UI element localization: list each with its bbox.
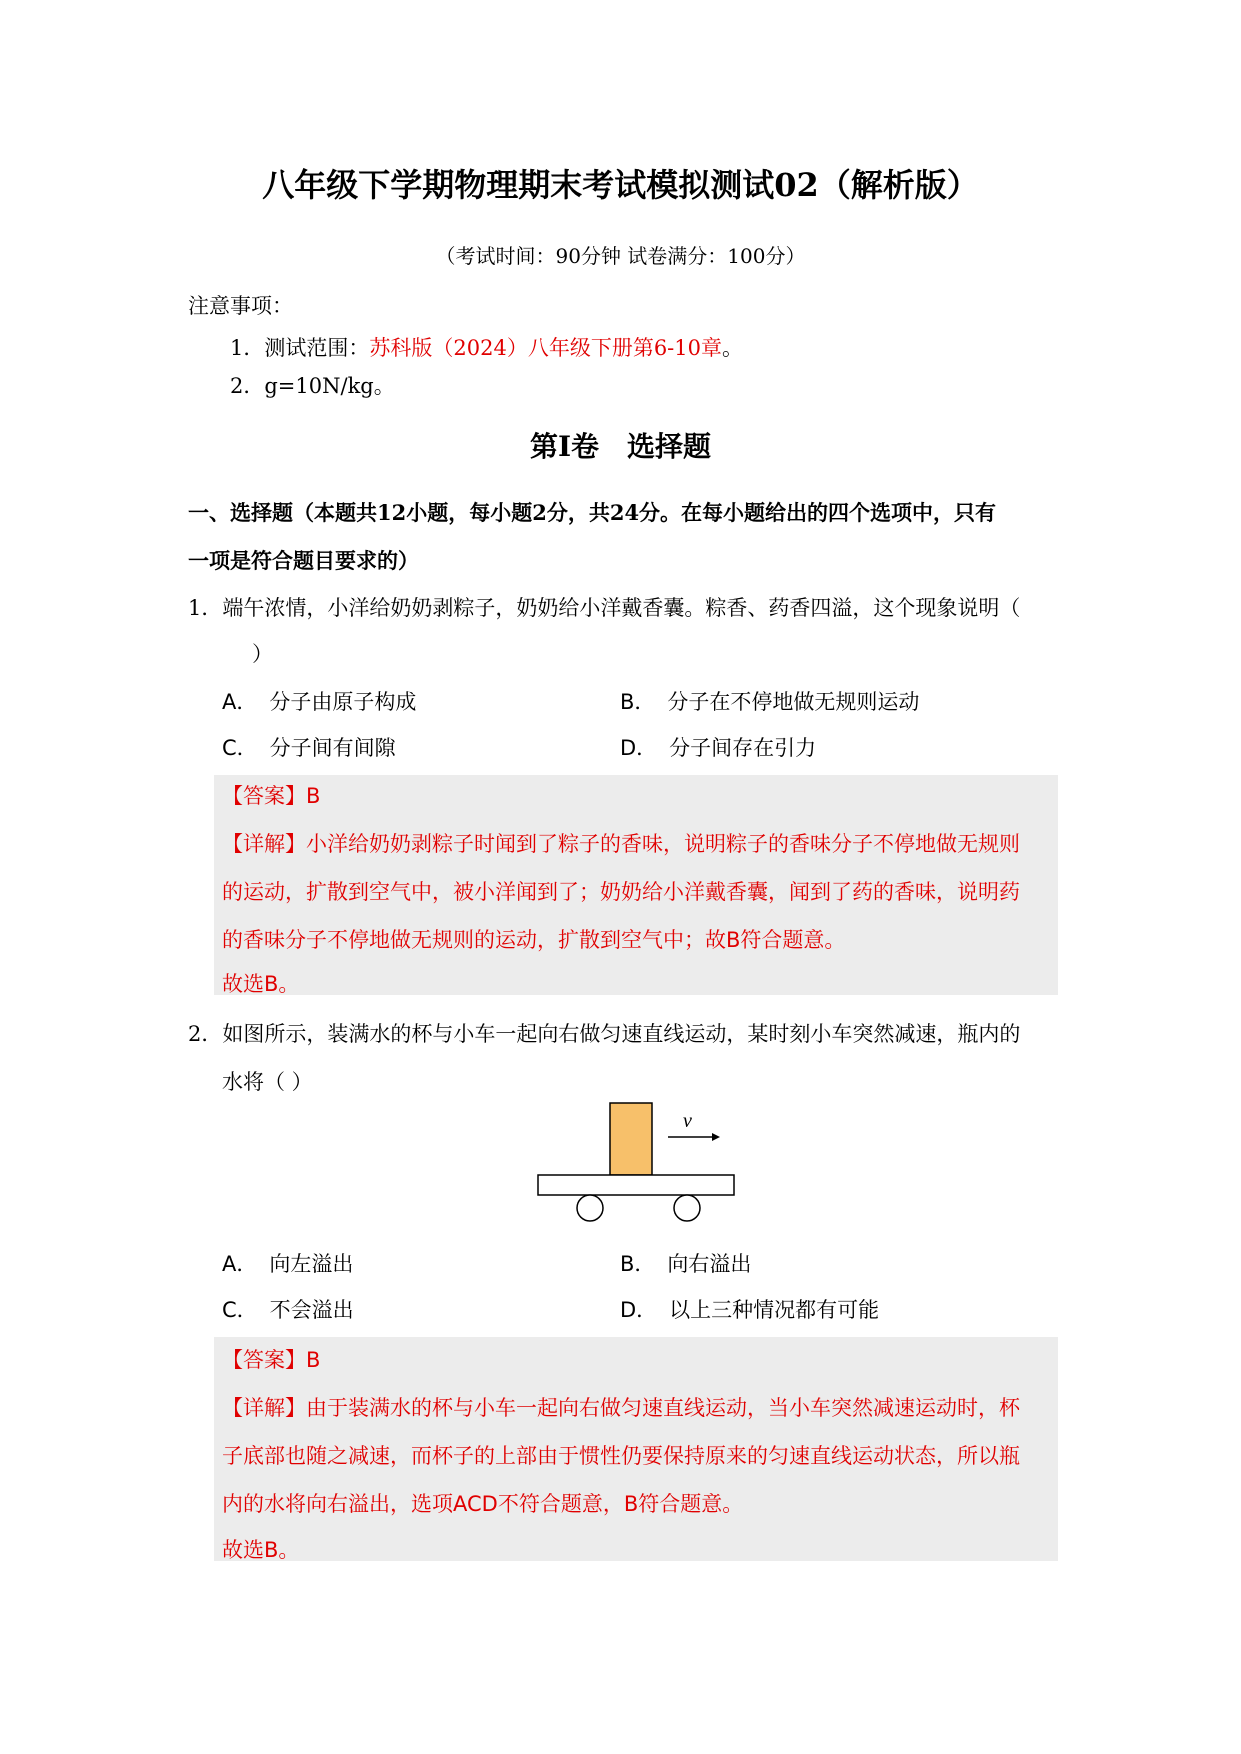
q1-detail-line3: 的香味分子不停地做无规则的运动，扩散到空气中；故B符合题意。 bbox=[222, 928, 846, 952]
q1-detail-line1: 【详解】小洋给奶奶剥粽子时闻到了粽子的香味，说明粽子的香味分子不停地做无规则 bbox=[222, 832, 1020, 856]
q1-option-d: D． 分子间存在引力 bbox=[620, 736, 817, 760]
q2-option-c: C． 不会溢出 bbox=[222, 1298, 354, 1322]
q2-stem-line1: 2．如图所示，装满水的杯与小车一起向右做匀速直线运动，某时刻小车突然减速，瓶内的 bbox=[188, 1022, 1021, 1046]
section-title bbox=[0, 425, 1241, 465]
q1-stem-line1: 1．端午浓情，小洋给奶奶剥粽子，奶奶给小洋戴香囊。粽香、药香四溢，这个现象说明（ bbox=[188, 596, 1021, 620]
section-part2: 选择题 bbox=[627, 430, 712, 463]
q2-detail-line2: 子底部也随之减速，而杯子的上部由于惯性仍要保持原来的匀速直线运动状态，所以瓶 bbox=[222, 1444, 1020, 1468]
exam-meta: （考试时间：90分钟 试卷满分：100分） bbox=[435, 244, 806, 268]
page-title: 八年级下学期物理期末考试模拟测试02（解析版） bbox=[262, 166, 979, 204]
notes-heading: 注意事项： bbox=[188, 294, 293, 318]
q2-detail-line4: 故选B。 bbox=[222, 1538, 300, 1562]
cart-wheel-right bbox=[674, 1195, 700, 1221]
note-scope-prefix: 1．测试范围： bbox=[230, 336, 370, 360]
note-scope-suffix: 。 bbox=[722, 336, 743, 360]
water-cup bbox=[610, 1103, 652, 1175]
note-item-scope bbox=[230, 332, 743, 362]
q1-detail-line2: 的运动，扩散到空气中，被小洋闻到了；奶奶给小洋戴香囊，闻到了药的香味，说明药 bbox=[222, 880, 1020, 904]
note-item-gravity: 2．g=10N/kg。 bbox=[230, 374, 395, 398]
q2-option-a: A． 向左溢出 bbox=[222, 1252, 354, 1276]
note-scope-highlight: 苏科版（2024）八年级下册第6-10章 bbox=[369, 336, 722, 360]
q1-detail-line4: 故选B。 bbox=[222, 972, 300, 996]
q2-detail-line1: 【详解】由于装满水的杯与小车一起向右做匀速直线运动，当小车突然减速运动时，杯 bbox=[222, 1396, 1020, 1420]
instructions-line2: 一项是符合题目要求的） bbox=[188, 548, 419, 573]
velocity-arrow-head bbox=[712, 1133, 720, 1141]
q2-option-b: B． 向右溢出 bbox=[620, 1252, 752, 1276]
q1-option-a: A． 分子由原子构成 bbox=[222, 690, 417, 714]
q2-stem-line2: 水将（ ） bbox=[222, 1070, 313, 1094]
q2-detail-line3: 内的水将向右溢出，选项ACD不符合题意，B符合题意。 bbox=[222, 1492, 744, 1516]
q1-stem-line2: ） bbox=[252, 642, 273, 666]
q2-answer: 【答案】B bbox=[222, 1348, 321, 1372]
cart-body bbox=[538, 1175, 734, 1195]
cart-cup-figure bbox=[530, 1095, 740, 1230]
q1-option-c: C． 分子间有间隙 bbox=[222, 736, 396, 760]
velocity-label: v bbox=[683, 1110, 692, 1132]
instructions-line1: 一、选择题（本题共12小题，每小题2分，共24分。在每小题给出的四个选项中，只有 bbox=[188, 500, 997, 525]
q1-option-b: B． 分子在不停地做无规则运动 bbox=[620, 690, 920, 714]
q1-answer: 【答案】B bbox=[222, 784, 321, 808]
q2-option-d: D． 以上三种情况都有可能 bbox=[620, 1298, 880, 1322]
section-part1: 第Ⅰ卷 bbox=[529, 430, 600, 463]
cart-wheel-left bbox=[577, 1195, 603, 1221]
